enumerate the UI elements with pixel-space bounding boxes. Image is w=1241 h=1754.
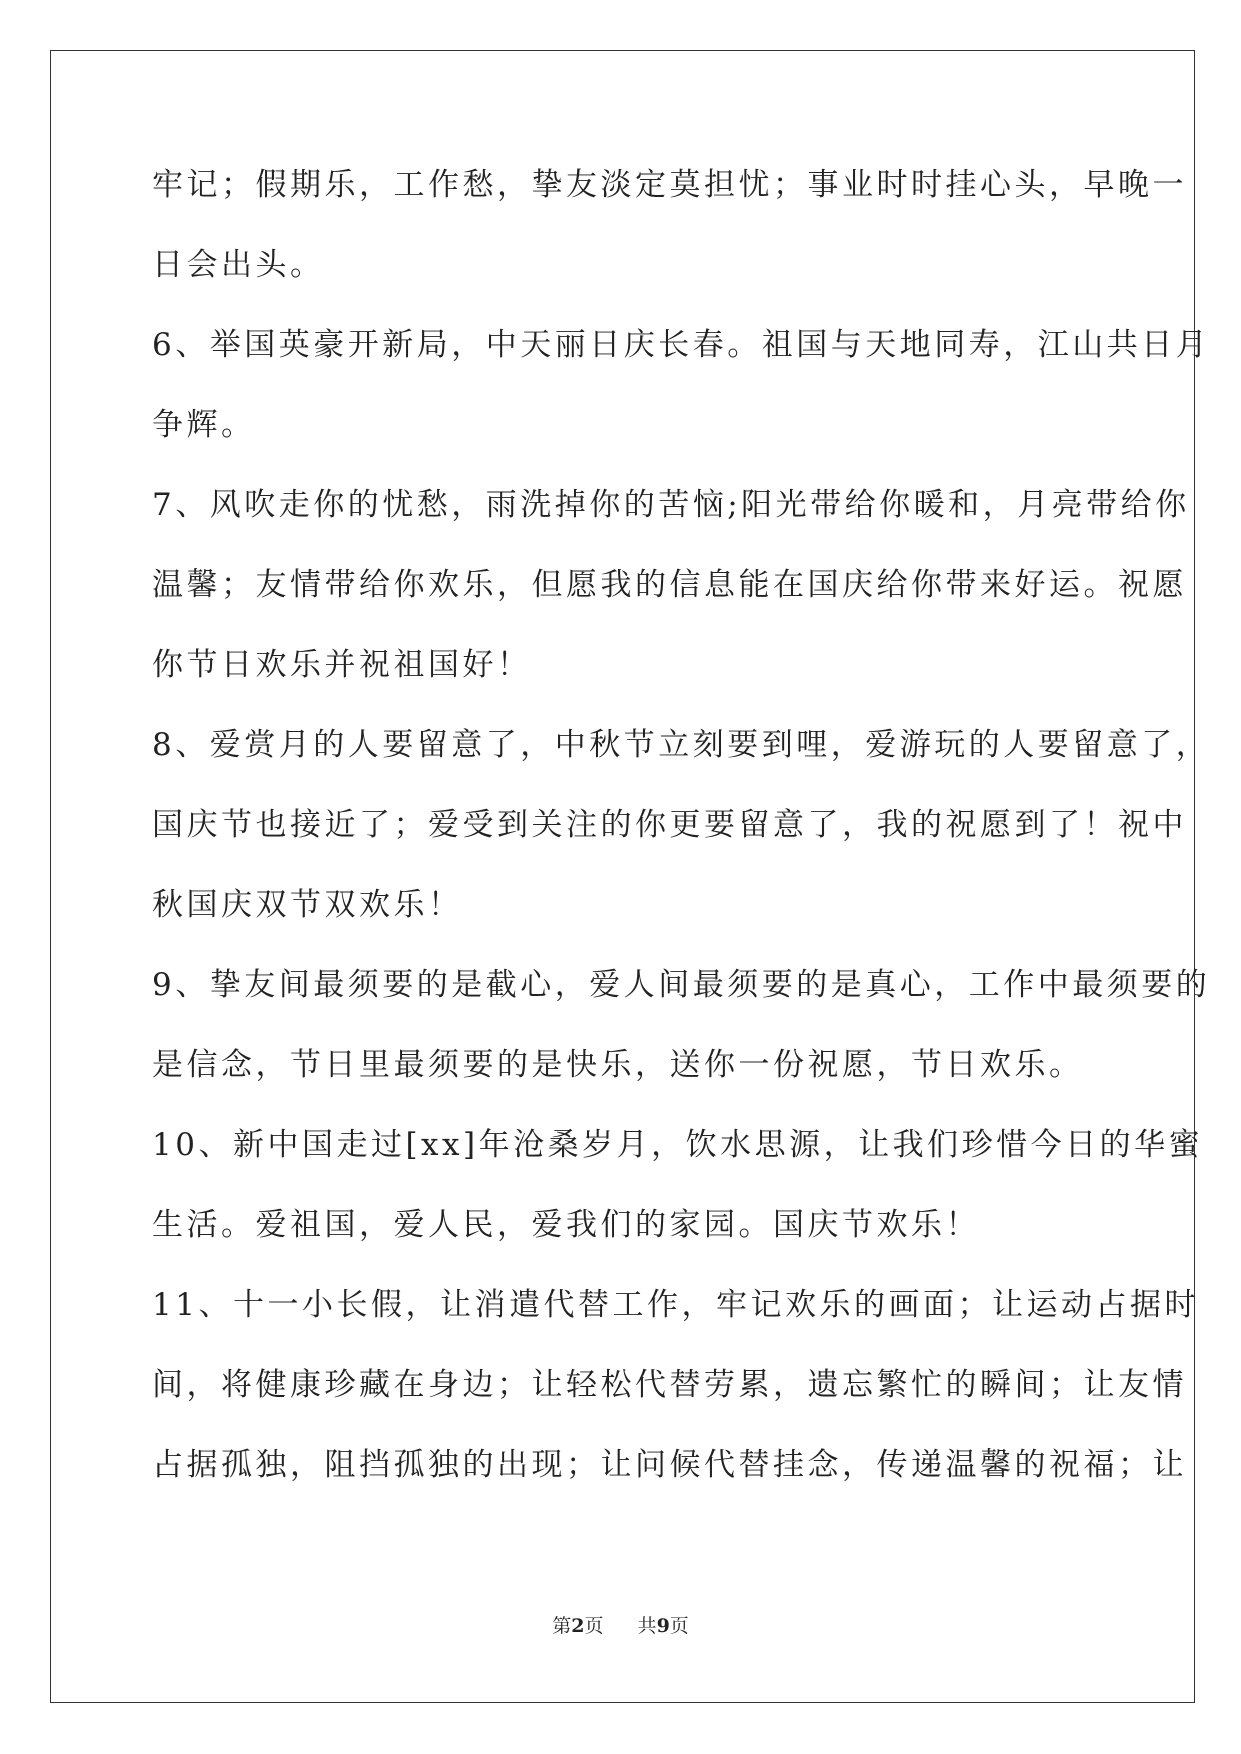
text-line: 间，将健康珍藏在身边；让轻松代替劳累，遗忘繁忙的瞬间；让友情 xyxy=(152,1367,1187,1403)
page-total: 9 xyxy=(656,1615,670,1637)
text-line: 是信念，节日里最须要的是快乐，送你一份祝愿，节日欢乐。 xyxy=(152,1047,1084,1083)
text-line: 10、新中国走过[xx]年沧桑岁月，饮水思源，让我们珍惜今日的华蜜 xyxy=(152,1127,1204,1163)
page-prefix: 第 xyxy=(552,1615,572,1637)
text-line: 占据孤独，阻挡孤独的出现；让问候代替挂念，传递温馨的祝福；让 xyxy=(152,1447,1187,1483)
text-line: 8、爱赏月的人要留意了，中秋节立刻要到哩，爱游玩的人要留意了， xyxy=(152,727,1211,763)
total-suffix: 页 xyxy=(669,1615,689,1637)
text-line: 日会出头。 xyxy=(152,247,325,283)
text-line: 秋国庆双节双欢乐！ xyxy=(152,887,463,923)
text-line: 6、举国英豪开新局，中天丽日庆长春。祖国与天地同寿，江山共日月 xyxy=(152,327,1211,363)
text-line: 7、风吹走你的忧愁，雨洗掉你的苦恼;阳光带给你暖和，月亮带给你 xyxy=(152,487,1190,523)
page-footer xyxy=(0,1611,1241,1638)
document-body xyxy=(152,160,1211,1520)
page-total-label xyxy=(638,1611,689,1638)
text-line: 牢记；假期乐，工作愁，挚友淡定莫担忧；事业时时挂心头，早晚一 xyxy=(152,167,1187,203)
text-line: 生活。爱祖国，爱人民，爱我们的家园。国庆节欢乐！ xyxy=(152,1207,980,1243)
text-line: 你节日欢乐并祝祖国好！ xyxy=(152,647,532,683)
page-suffix: 页 xyxy=(584,1615,604,1637)
page-number-label xyxy=(552,1611,603,1638)
text-line: 9、挚友间最须要的是截心，爱人间最须要的是真心，工作中最须要的 xyxy=(152,967,1211,1003)
total-prefix: 共 xyxy=(637,1615,657,1637)
text-line: 国庆节也接近了；爱受到关注的你更要留意了，我的祝愿到了！祝中 xyxy=(152,807,1187,843)
text-line: 11、十一小长假，让消遣代替工作，牢记欢乐的画面；让运动占据时 xyxy=(152,1287,1199,1323)
text-line: 争辉。 xyxy=(152,407,256,443)
page-current: 2 xyxy=(571,1615,585,1637)
text-line: 温馨；友情带给你欢乐，但愿我的信息能在国庆给你带来好运。祝愿 xyxy=(152,567,1187,603)
